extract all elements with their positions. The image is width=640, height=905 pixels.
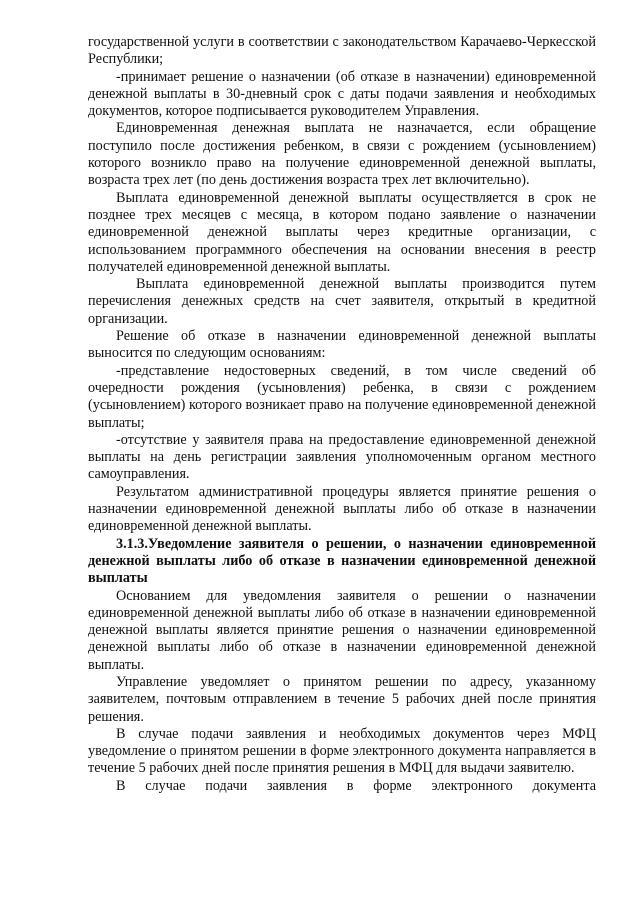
paragraph-payment-term: Выплата единовременной денежной выплаты осуществляется в срок не позднее трех месяцев с месяца, в котором подано заявление о назначении единовременной денежной выплаты через кредитные организации, с использованием программного обеспечения на основании внесения в реестр получателей единовременной денежной выплаты. [88,189,596,275]
paragraph-ground-no-right: -отсутствие у заявителя права на предоставление единовременной денежной выплаты на день регистрации заявления уполномоченным органом местного самоуправления. [88,431,596,483]
paragraph-mfc-notice: В случае подачи заявления и необходимых документов через МФЦ уведомление о принятом решении в форме электронного документа направляется в течение 5 рабочих дней после принятия решения в МФЦ для выдачи заявителю. [88,725,596,777]
paragraph-notification-basis: Основанием для уведомления заявителя о решении о назначении единовременной денежной выплаты либо об отказе в назначении единовременной денежной выплаты является принятие решения о назначении единовременной денежной выплаты либо об отказе в назначении единовременной денежной выплаты. [88,587,596,673]
paragraph-postal-notice: Управление уведомляет о принятом решении по адресу, указанному заявителем, почтовым отправлением в течение 5 рабочих дней после принятия решения. [88,673,596,725]
paragraph-ground-false-info: -представление недостоверных сведений, в том числе сведений об очередности рождения (усыновления) ребенка, в связи с рождением (усыновлением) которого возникает право на получение единовременной денежной выплаты; [88,362,596,431]
paragraph-continuation: государственной услуги в соответствии с законодательством Карачаево-Черкесской Республики; [88,34,596,68]
paragraph-refusal-grounds: Решение об отказе в назначении единовременной денежной выплаты выносится по следующим основаниям: [88,328,596,362]
paragraph-decision: -принимает решение о назначении (об отказе в назначении) единовременной денежной выплаты в 30-дневный срок с даты подачи заявления и необходимых документов, которое подписывается руководителем Управления. [88,68,596,120]
paragraph-result: Результатом административной процедуры является принятие решения о назначении единовременной денежной выплаты либо об отказе в назначении единовременной денежной выплаты. [88,483,596,535]
section-heading-3-1-3: 3.1.3.Уведомление заявителя о решении, о назначении единовременной денежной выплаты либо об отказе в назначении единовременной денежной выплаты [88,535,596,587]
paragraph-electronic: В случае подачи заявления в форме электронного документа [116,777,596,794]
document-page [88,34,596,795]
paragraph-payment-method: Выплата единовременной денежной выплаты производится путем перечисления денежных средств на счет заявителя, открытый в кредитной организации. [88,276,596,327]
paragraph-not-assigned: Единовременная денежная выплата не назначается, если обращение поступило после достижения ребенком, в связи с рождением (усыновлением) которого возникло право на получение единовременной денежной выплаты, возраста трех лет (по день достижения возраста трех лет включительно). [88,120,596,189]
